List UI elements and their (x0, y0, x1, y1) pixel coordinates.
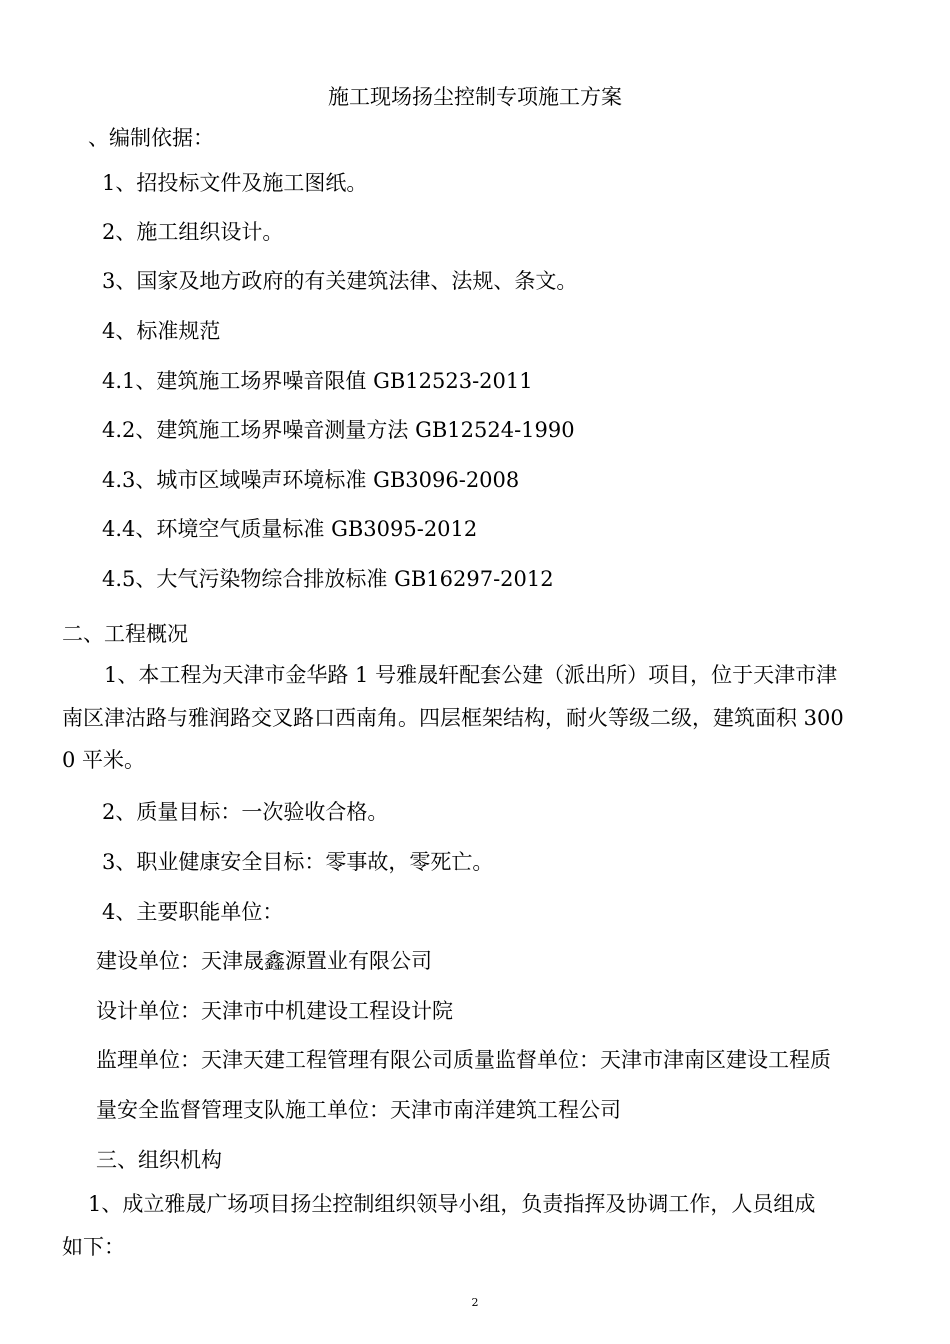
page-number: 2 (471, 1296, 479, 1309)
unit-design: 设计单位：天津市中机建设工程设计院 (96, 999, 453, 1023)
unit-supervision-line-2: 量安全监督管理支队施工单位：天津市南洋建筑工程公司 (96, 1098, 621, 1122)
standard-item-4-2: 4.2、建筑施工场界噪音测量方法 GB12524-1990 (102, 418, 575, 442)
unit-construction-owner: 建设单位：天津晟鑫源置业有限公司 (96, 949, 432, 973)
section-heading-basis: 、编制依据： (88, 126, 214, 150)
overview-paragraph-line-1: 1、本工程为天津市金华路 1 号雅晟轩配套公建（派出所）项目，位于天津市津 (104, 663, 838, 687)
basis-item-3: 3、国家及地方政府的有关建筑法律、法规、条文。 (102, 269, 578, 293)
overview-item-3: 3、职业健康安全目标：零事故，零死亡。 (102, 850, 494, 874)
unit-supervision-line-1: 监理单位：天津天建工程管理有限公司质量监督单位：天津市津南区建设工程质 (96, 1048, 831, 1072)
standard-item-4-4: 4.4、环境空气质量标准 GB3095-2012 (102, 517, 478, 541)
basis-item-4: 4、标准规范 (102, 319, 221, 343)
overview-paragraph-line-2: 南区津沽路与雅润路交叉路口西南角。四层框架结构，耐火等级二级，建筑面积 300 (62, 706, 844, 730)
overview-item-2: 2、质量目标：一次验收合格。 (102, 800, 389, 824)
basis-item-1: 1、招投标文件及施工图纸。 (102, 171, 368, 195)
section-heading-organization: 三、组织机构 (96, 1148, 222, 1172)
standard-item-4-5: 4.5、大气污染物综合排放标准 GB16297-2012 (102, 567, 554, 591)
basis-item-2: 2、施工组织设计。 (102, 220, 284, 244)
organization-paragraph-line-2: 如下： (62, 1235, 125, 1259)
standard-item-4-1: 4.1、建筑施工场界噪音限值 GB12523-2011 (102, 369, 533, 393)
overview-item-4: 4、主要职能单位： (102, 900, 284, 924)
section-heading-overview: 二、工程概况 (62, 622, 188, 646)
document-title: 施工现场扬尘控制专项施工方案 (328, 85, 622, 109)
overview-paragraph-line-3: 0 平米。 (62, 748, 146, 772)
standard-item-4-3: 4.3、城市区域噪声环境标准 GB3096-2008 (102, 468, 520, 492)
organization-paragraph-line-1: 1、成立雅晟广场项目扬尘控制组织领导小组，负责指挥及协调工作，人员组成 (88, 1192, 816, 1216)
